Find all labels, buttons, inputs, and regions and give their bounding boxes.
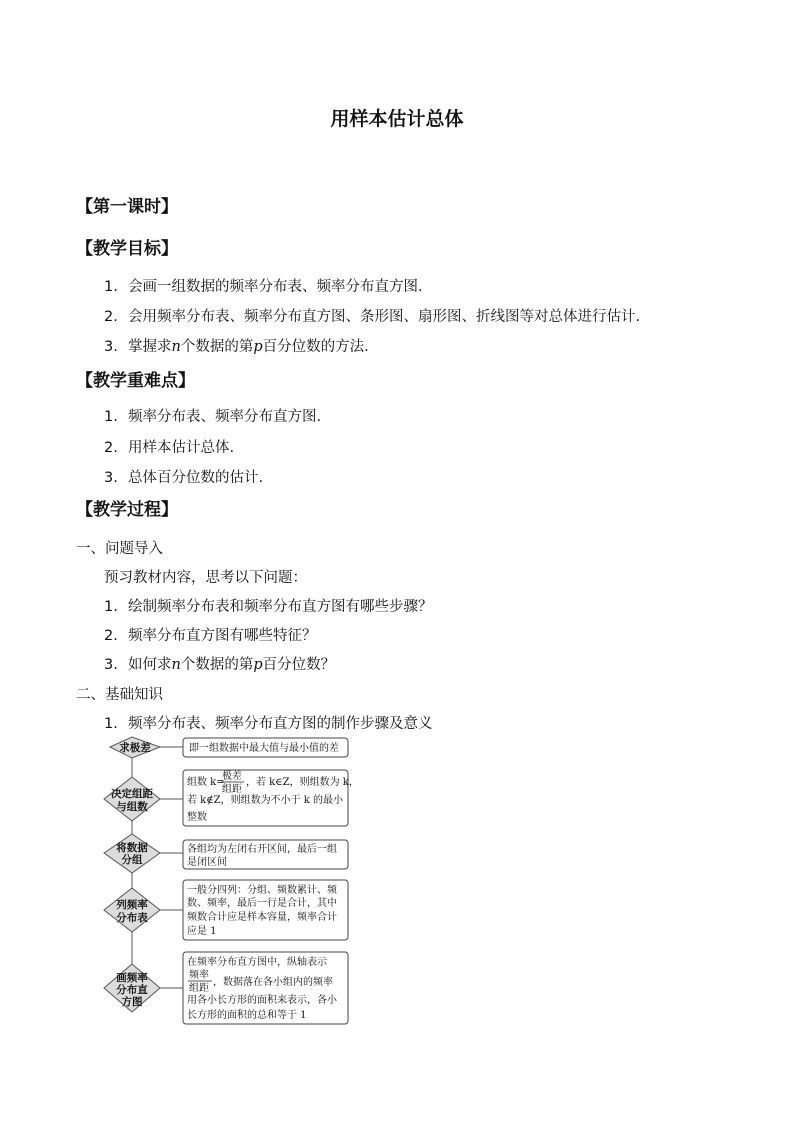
item-text: 总体百分位数的估计.: [128, 470, 264, 486]
step-desc-line: 即一组数据中最大值与最小值的差: [189, 743, 339, 754]
step-label: 画频率: [116, 972, 148, 984]
item-number: 3.: [104, 657, 118, 673]
item-number: 1.: [104, 279, 118, 295]
item-text: 频率分布表、频率分布直方图的制作步骤及意义: [128, 716, 433, 732]
item-text: 频率分布表、频率分布直方图.: [128, 409, 322, 425]
item-text-pre: 如何求: [128, 657, 172, 673]
step-label: 分组: [121, 854, 143, 866]
step-desc-line: 频数合计应是样本容量，频率合计: [187, 912, 337, 923]
part1-title: 一、问题导入: [76, 541, 163, 557]
step-desc-line: 在频率分布直方图中，纵轴表示: [187, 957, 327, 968]
step-desc-line: ，若 k∈Z，则组数为 k，: [246, 777, 359, 788]
step-desc-line: 长方形的面积的总和等于 1: [187, 1010, 307, 1021]
step-desc-line: 应是 1: [187, 926, 217, 937]
step-label: 列频率: [116, 899, 148, 911]
page-title: 用样本估计总体: [330, 108, 464, 130]
item-text: 会画一组数据的频率分布表、频率分布直方图.: [128, 279, 423, 295]
step-desc-line: 数、频率，最后一行是合计，其中: [187, 898, 337, 909]
step-label: 与组数: [116, 801, 148, 813]
item-number: 1.: [104, 716, 118, 732]
item-number: 2.: [104, 628, 118, 644]
item-number: 1.: [104, 599, 118, 615]
step-label: 方图: [121, 996, 143, 1008]
item-text-post: 百分位数？: [262, 657, 336, 673]
item-number: 2.: [104, 309, 118, 325]
step-label: 决定组距: [111, 788, 153, 800]
step-desc-line: 是闭区间: [187, 857, 227, 868]
item-text-post: 百分位数的方法.: [262, 339, 369, 355]
item-text-mid: 个数据的第: [180, 339, 254, 355]
step-desc-line: 用各小长方形的面积来表示，各小: [187, 995, 337, 1006]
objectives-heading: 【教学目标】: [76, 239, 178, 259]
item-text: 绘制频率分布表和频率分布直方图有哪些步骤？: [128, 599, 433, 615]
fraction-denominator: 组距: [189, 983, 209, 994]
step-desc-line: 各组均为左闭右开区间，最后一组: [187, 844, 337, 855]
lesson-label: 【第一课时】: [76, 197, 178, 217]
step-label: 求极差: [119, 742, 151, 754]
step-desc-line: 一般分四列：分组、频数累计、频: [187, 885, 337, 896]
step-label: 将数据: [116, 842, 148, 854]
part2-title: 二、基础知识: [76, 687, 163, 703]
item-text-mid: 个数据的第: [180, 657, 254, 673]
step-label: 分布表: [116, 912, 148, 924]
variable-p: p: [253, 339, 263, 355]
variable-p: p: [253, 657, 263, 673]
item-text: 用样本估计总体.: [128, 440, 235, 456]
variable-n: n: [171, 657, 181, 673]
item-text-pre: 掌握求: [128, 339, 172, 355]
step-desc-line: 整数: [187, 812, 207, 823]
step-desc-line: ，数据落在各小组内的频率: [213, 977, 333, 988]
step-label: 分布直: [116, 984, 148, 996]
fraction-numerator: 频率: [189, 970, 209, 981]
fraction-numerator: 极差: [222, 771, 242, 782]
key-points-heading: 【教学重难点】: [76, 371, 195, 391]
part1-intro: 预习教材内容，思考以下问题：: [104, 570, 307, 586]
step-desc-line: 组数 k=: [187, 777, 225, 788]
item-number: 3.: [104, 470, 118, 486]
item-text: 会用频率分布表、频率分布直方图、条形图、扇形图、折线图等对总体进行估计.: [128, 309, 641, 325]
fraction-denominator: 组距: [222, 784, 242, 795]
process-heading: 【教学过程】: [76, 500, 178, 520]
variable-n: n: [171, 339, 181, 355]
item-text: 频率分布直方图有哪些特征？: [128, 628, 317, 644]
item-number: 1.: [104, 409, 118, 425]
step-desc-line: 若 k∉Z，则组数为不小于 k 的最小: [187, 795, 344, 806]
item-number: 2.: [104, 440, 118, 456]
item-number: 3.: [104, 339, 118, 355]
